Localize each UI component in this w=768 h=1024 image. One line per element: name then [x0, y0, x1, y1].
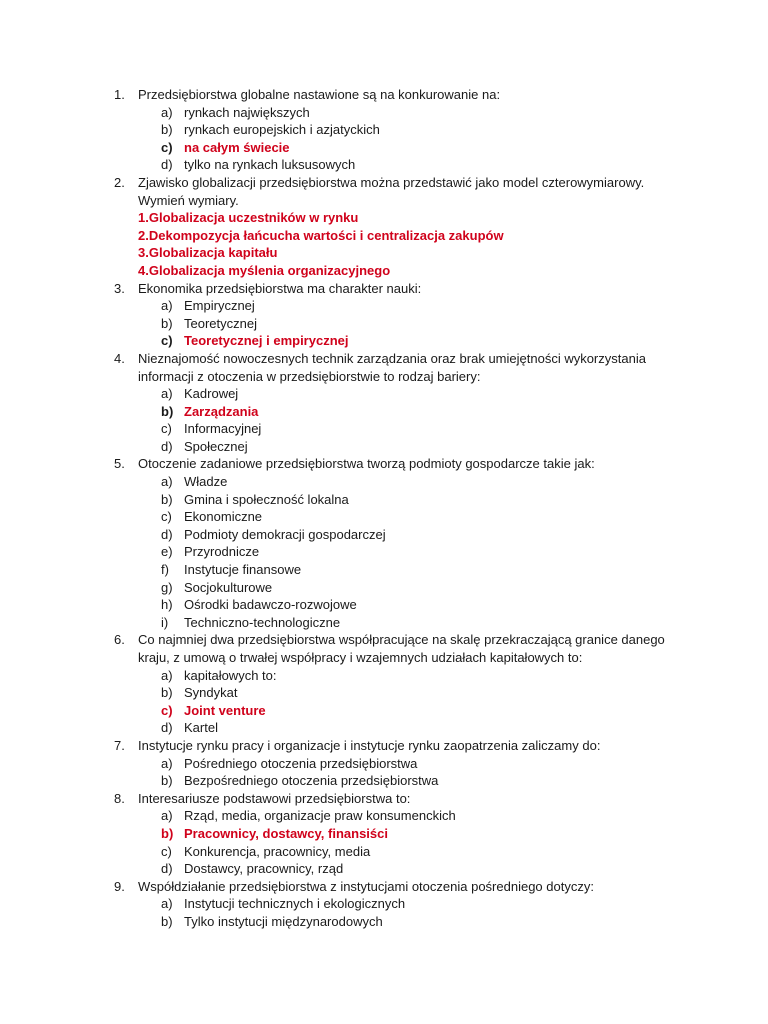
question-row [0, 368, 768, 386]
option-text: Ośrodki badawczo-rozwojowe [184, 597, 357, 613]
option-text: rynkach europejskich i azjatyckich [184, 122, 380, 138]
question-text: Współdziałanie przedsiębiorstwa z instytucjami otoczenia pośredniego dotyczy: [138, 878, 594, 894]
question-number: 8. [114, 790, 125, 806]
question-block [0, 790, 768, 878]
answer-text: 3.Globalizacja kapitału [138, 245, 278, 261]
question-text: Co najmniej dwa przedsiębiorstwa współpracujące na skalę przekraczającą granice danego [138, 632, 665, 648]
option-text: Informacyjnej [184, 421, 262, 437]
correct-option [0, 825, 768, 843]
option-label: g) [161, 579, 173, 595]
question-number: 3. [114, 280, 125, 296]
question-row [0, 737, 768, 755]
question-row [0, 790, 768, 808]
question-text: Instytucje rynku pracy i organizacje i instytucje rynku zaopatrzenia zaliczamy do: [138, 737, 601, 753]
option-text: Instytucje finansowe [184, 562, 302, 578]
question-row [0, 649, 768, 667]
option-label: b) [161, 122, 173, 138]
correct-option [0, 332, 768, 350]
option-label: c) [161, 139, 173, 155]
question-block [0, 86, 768, 174]
option-row [0, 860, 768, 878]
option-label: c) [161, 333, 173, 349]
answer-row [0, 227, 768, 245]
option-text: Dostawcy, pracownicy, rząd [184, 861, 344, 877]
option-text: Techniczno-technologiczne [184, 614, 341, 630]
option-text: Pracownicy, dostawcy, finansiści [184, 825, 388, 841]
answer-row [0, 244, 768, 262]
option-text: Bezpośredniego otoczenia przedsiębiorstwa [184, 773, 439, 789]
option-label: b) [161, 315, 173, 331]
option-label: b) [161, 403, 174, 419]
option-row [0, 297, 768, 315]
question-text: Przedsiębiorstwa globalne nastawione są na konkurowanie na: [138, 87, 501, 102]
option-row [0, 755, 768, 773]
question-number: 9. [114, 878, 125, 894]
question-row [0, 86, 768, 104]
option-text: Kartel [184, 720, 218, 736]
option-label: d) [161, 861, 173, 877]
question-text: Ekonomika przedsiębiorstwa ma charakter nauki: [138, 280, 422, 296]
option-row [0, 438, 768, 456]
option-label: f) [161, 562, 169, 578]
option-text: kapitałowych to: [184, 667, 277, 683]
option-row [0, 561, 768, 579]
option-text: Tylko instytucji międzynarodowych [184, 913, 383, 929]
option-row [0, 543, 768, 561]
option-row [0, 579, 768, 597]
option-row [0, 596, 768, 614]
option-label: b) [161, 825, 174, 841]
question-text: kraju, z umową o trwałej współpracy i wzajemnych udziałach kapitałowych to: [138, 650, 583, 665]
option-row [0, 719, 768, 737]
option-row [0, 385, 768, 403]
question-block [0, 280, 768, 350]
question-number: 7. [114, 737, 125, 753]
option-label: c) [161, 702, 173, 718]
option-label: h) [161, 597, 173, 613]
option-text: Władze [184, 474, 228, 490]
correct-option [0, 403, 768, 421]
option-text: Przyrodnicze [184, 544, 260, 560]
option-label: c) [161, 509, 172, 525]
option-row [0, 667, 768, 685]
option-row [0, 121, 768, 139]
option-text: tylko na rynkach luksusowych [184, 157, 356, 173]
option-label: a) [161, 104, 173, 120]
option-row [0, 913, 768, 931]
question-number: 6. [114, 632, 125, 648]
option-label: a) [161, 896, 173, 912]
question-row [0, 350, 768, 368]
answer-row [0, 209, 768, 227]
option-label: a) [161, 755, 173, 771]
option-row [0, 156, 768, 174]
option-text: Zarządzania [184, 403, 259, 419]
option-label: d) [161, 438, 173, 454]
option-row [0, 526, 768, 544]
option-label: a) [161, 808, 173, 824]
question-number: 5. [114, 456, 125, 472]
question-block [0, 455, 768, 631]
question-text: Wymień wymiary. [138, 192, 239, 208]
answer-row [0, 262, 768, 280]
option-text: Empirycznej [184, 298, 255, 314]
option-row [0, 508, 768, 526]
option-text: Społecznej [184, 438, 248, 454]
option-label: c) [161, 421, 172, 437]
option-row [0, 895, 768, 913]
option-text: Podmioty demokracji gospodarczej [184, 526, 386, 542]
question-block [0, 350, 768, 456]
question-block [0, 878, 768, 931]
option-row [0, 315, 768, 333]
option-row [0, 843, 768, 861]
option-text: Joint venture [184, 702, 266, 718]
option-label: a) [161, 667, 173, 683]
correct-option [0, 139, 768, 157]
option-text: Socjokulturowe [184, 579, 273, 595]
option-text: Ekonomiczne [184, 509, 263, 525]
answer-text: 1.Globalizacja uczestników w rynku [138, 210, 359, 226]
option-text: rynkach największych [184, 104, 310, 120]
answer-text: 4.Globalizacja myślenia organizacyjnego [138, 262, 391, 278]
option-row [0, 491, 768, 509]
question-text: Nieznajomość nowoczesnych technik zarządzania oraz brak umiejętności wykorzystania [138, 350, 646, 366]
question-number: 4. [114, 350, 125, 366]
question-text: Zjawisko globalizacji przedsiębiorstwa można przedstawić jako model czterowymiarowy. [138, 174, 645, 190]
option-row [0, 420, 768, 438]
option-label: i) [161, 614, 169, 630]
option-row [0, 473, 768, 491]
option-label: b) [161, 491, 173, 507]
option-row [0, 104, 768, 122]
question-text: Interesariusze podstawowi przedsiębiorstwa to: [138, 790, 411, 806]
question-number: 2. [114, 174, 125, 190]
quiz-list [0, 86, 768, 931]
option-label: a) [161, 386, 173, 402]
option-row [0, 614, 768, 632]
option-row [0, 772, 768, 790]
option-text: Gmina i społeczność lokalna [184, 491, 349, 507]
option-text: Teoretycznej [184, 315, 257, 331]
option-text: Konkurencja, pracownicy, media [184, 843, 371, 859]
option-text: Instytucji technicznych i ekologicznych [184, 896, 406, 912]
option-text: na całym świecie [184, 139, 290, 155]
option-label: c) [161, 843, 172, 859]
question-row [0, 280, 768, 298]
option-label: b) [161, 913, 173, 929]
option-label: d) [161, 157, 173, 173]
question-row [0, 631, 768, 649]
question-row [0, 878, 768, 896]
question-block [0, 631, 768, 737]
option-text: Teoretycznej i empirycznej [184, 333, 349, 349]
question-row [0, 174, 768, 192]
question-row [0, 455, 768, 473]
option-row [0, 807, 768, 825]
question-block [0, 174, 768, 280]
option-label: b) [161, 773, 173, 789]
option-text: Pośredniego otoczenia przedsiębiorstwa [184, 755, 418, 771]
option-label: a) [161, 298, 173, 314]
option-text: Rząd, media, organizacje praw konsumenckich [184, 808, 456, 824]
option-label: d) [161, 720, 173, 736]
option-label: a) [161, 474, 173, 490]
option-text: Syndykat [184, 685, 238, 701]
question-text: informacji z otoczenia w przedsiębiorstwie to rodzaj bariery: [138, 368, 481, 384]
option-label: d) [161, 526, 173, 542]
option-row [0, 684, 768, 702]
correct-option [0, 702, 768, 720]
option-label: e) [161, 544, 173, 560]
question-row [0, 192, 768, 210]
option-text: Kadrowej [184, 386, 239, 402]
question-number: 1. [114, 87, 125, 102]
answer-text: 2.Dekompozycja łańcucha wartości i centralizacja zakupów [138, 227, 504, 243]
option-label: b) [161, 685, 173, 701]
question-block [0, 737, 768, 790]
question-text: Otoczenie zadaniowe przedsiębiorstwa tworzą podmioty gospodarcze takie jak: [138, 456, 595, 472]
